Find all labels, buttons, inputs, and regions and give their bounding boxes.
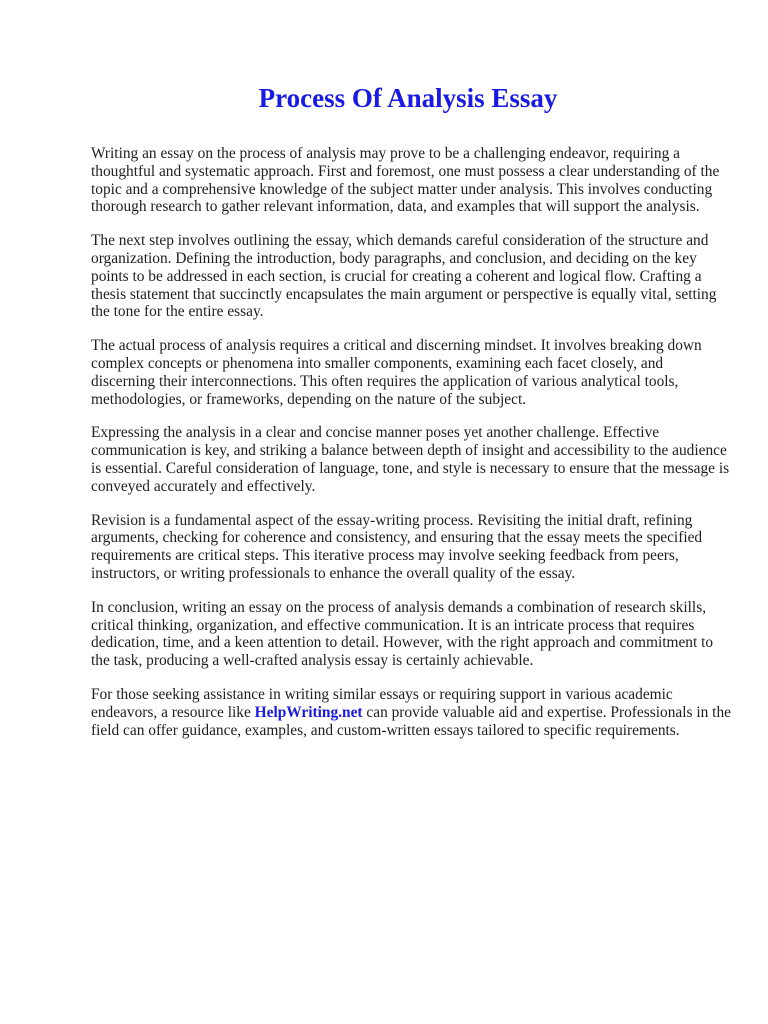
paragraph-analysis: The actual process of analysis requires a critical and discerning mindset. It involves breaking down complex concepts or phenomena into smaller components, examining each facet closely, and discerning their interconnections. This often requires the application of various analytical tools, methodologies, or frameworks, depending on the nature of the subject.: [91, 337, 702, 408]
document-page: [91, 0, 731, 739]
closing-text-before-link: For those seeking assistance in writing similar essays or requiring support in various academic endeavors, a resource like: [91, 685, 673, 721]
paragraph-revision: Revision is a fundamental aspect of the essay-writing process. Revisiting the initial draft, refining arguments, checking for coherence and consistency, and ensuring that the essay meets the specified requirements are critical steps. This iterative process may involve seeking feedback from peers, instructors, or writing professionals to enhance the overall quality of the essay.: [91, 511, 703, 582]
paragraph-outlining: The next step involves outlining the essay, which demands careful consideration of the structure and organization. Defining the introduction, body paragraphs, and conclusion, and deciding on the key points to be addressed in each section, is crucial for creating a coherent and logical flow. Crafting a thesis statement that succinctly encapsulates the main argument or perspective is equally vital, setting the tone for the entire essay.: [91, 232, 717, 321]
closing-text-after-link: can provide valuable aid and expertise. Professionals in the field can offer guidance, examples, and custom-written essays tailored to specific requirements.: [91, 703, 731, 739]
document-title: Process Of Analysis Essay: [258, 83, 558, 113]
helpwriting-link[interactable]: HelpWriting.net: [254, 703, 363, 721]
paragraph-closing: [91, 686, 731, 739]
paragraph-intro: Writing an essay on the process of analysis may prove to be a challenging endeavor, requiring a thoughtful and systematic approach. First and foremost, one must possess a clear understanding of the topic and a comprehensive knowledge of the subject matter under analysis. This involves conducting thorough research to gather relevant information, data, and examples that will support the analysis.: [91, 145, 720, 216]
paragraph-expression: Expressing the analysis in a clear and concise manner poses yet another challenge. Effective communication is key, and striking a balance between depth of insight and accessibility to the audience is essential. Careful consideration of language, tone, and style is necessary to ensure that the message is conveyed accurately and effectively.: [91, 424, 730, 495]
paragraph-conclusion: In conclusion, writing an essay on the process of analysis demands a combination of research skills, critical thinking, organization, and effective communication. It is an intricate process that requires dedication, time, and a keen attention to detail. However, with the right approach and commitment to the task, producing a well-crafted analysis essay is certainly achievable.: [91, 598, 714, 670]
